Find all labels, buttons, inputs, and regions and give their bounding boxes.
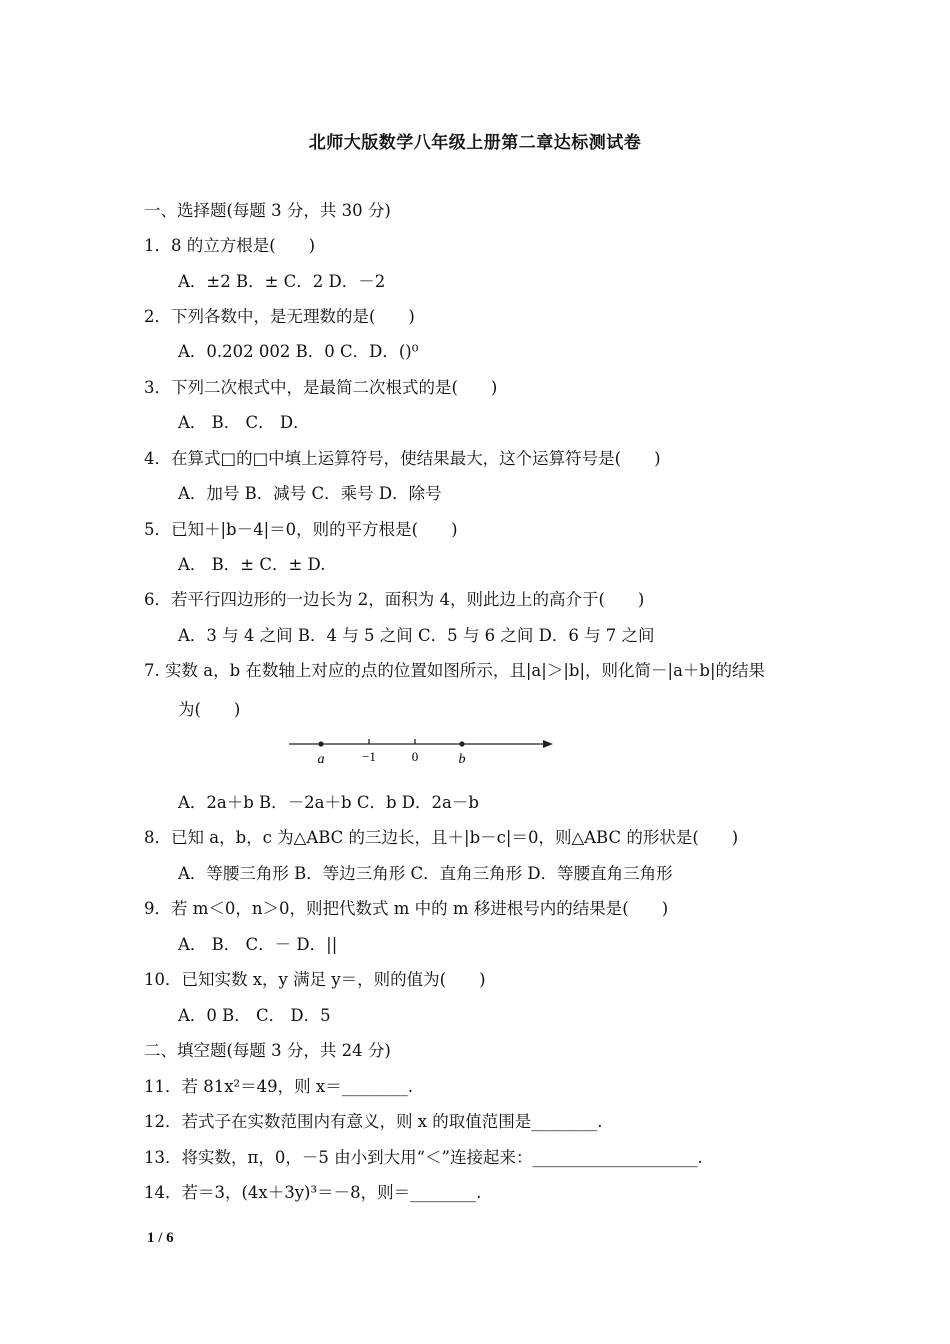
- question-8: 8．已知 a，b，c 为△ABC 的三边长，且＋|b－c|＝0，则△ABC 的形状是( ): [144, 828, 739, 847]
- number-line-figure: [285, 732, 560, 772]
- page-title: 北师大版数学八年级上册第二章达标测试卷: [308, 133, 642, 153]
- arrow-right-icon: [543, 740, 553, 748]
- question-11: 11．若 81x²＝49，则 x＝________.: [144, 1077, 413, 1096]
- options-10: A．0 B． C． D．5: [178, 1006, 331, 1025]
- question-4: 4．在算式□的□中填上运算符号，使结果最大，这个运算符号是( ): [144, 449, 661, 468]
- question-1: 1．8 的立方根是( ): [144, 236, 316, 255]
- point-a: [318, 741, 323, 746]
- point-b: [459, 741, 464, 746]
- question-12: 12．若式子在实数范围内有意义，则 x 的取值范围是________.: [144, 1112, 603, 1131]
- options-2: A．0.202 002 B．0 C．D．()⁰: [178, 342, 419, 361]
- options-1: A．±2 B．± C．2 D．－2: [178, 272, 386, 291]
- options-7: A．2a＋b B．－2a＋b C．b D．2a－b: [178, 793, 479, 812]
- question-3: 3．下列二次根式中，是最简二次根式的是( ): [144, 378, 498, 397]
- options-9: A． B． C．－ D．||: [178, 935, 338, 954]
- question-7: 7. 实数 a，b 在数轴上对应的点的位置如图所示，且|a|＞|b|，则化简－|a＋b|的结果: [144, 661, 766, 680]
- section-heading-fill: 二、填空题(每题 3 分，共 24 分): [144, 1041, 391, 1060]
- question-7-cont: 为( ): [178, 700, 241, 719]
- options-4: A．加号 B．减号 C．乘号 D．除号: [178, 484, 442, 503]
- label-b: b: [458, 752, 466, 767]
- question-5: 5．已知＋|b－4|＝0，则的平方根是( ): [144, 520, 458, 539]
- question-10: 10．已知实数 x，y 满足 y＝，则的值为( ): [144, 970, 486, 989]
- options-3: A． B． C． D．: [178, 413, 310, 432]
- options-5: A． B．± C．± D.: [178, 555, 326, 574]
- page-number: 1 / 6: [147, 1230, 174, 1246]
- label-zero: 0: [411, 749, 419, 764]
- options-6: A．3 与 4 之间 B．4 与 5 之间 C．5 与 6 之间 D．6 与 7 之间: [178, 626, 655, 645]
- question-14: 14．若＝3，(4x＋3y)³＝－8，则＝________.: [144, 1183, 482, 1202]
- question-6: 6．若平行四边形的一边长为 2，面积为 4，则此边上的高介于( ): [144, 590, 645, 609]
- label-minus-one: −1: [362, 749, 376, 764]
- question-13: 13．将实数，π，0，－5 由小到大用“＜”连接起来：____________________.: [144, 1148, 703, 1167]
- section-heading-choice: 一、选择题(每题 3 分，共 30 分): [144, 201, 391, 220]
- label-a: a: [317, 752, 325, 767]
- question-2: 2．下列各数中，是无理数的是( ): [144, 307, 415, 326]
- question-9: 9．若 m＜0，n＞0，则把代数式 m 中的 m 移进根号内的结果是( ): [144, 899, 669, 918]
- options-8: A．等腰三角形 B．等边三角形 C．直角三角形 D．等腰直角三角形: [178, 864, 673, 883]
